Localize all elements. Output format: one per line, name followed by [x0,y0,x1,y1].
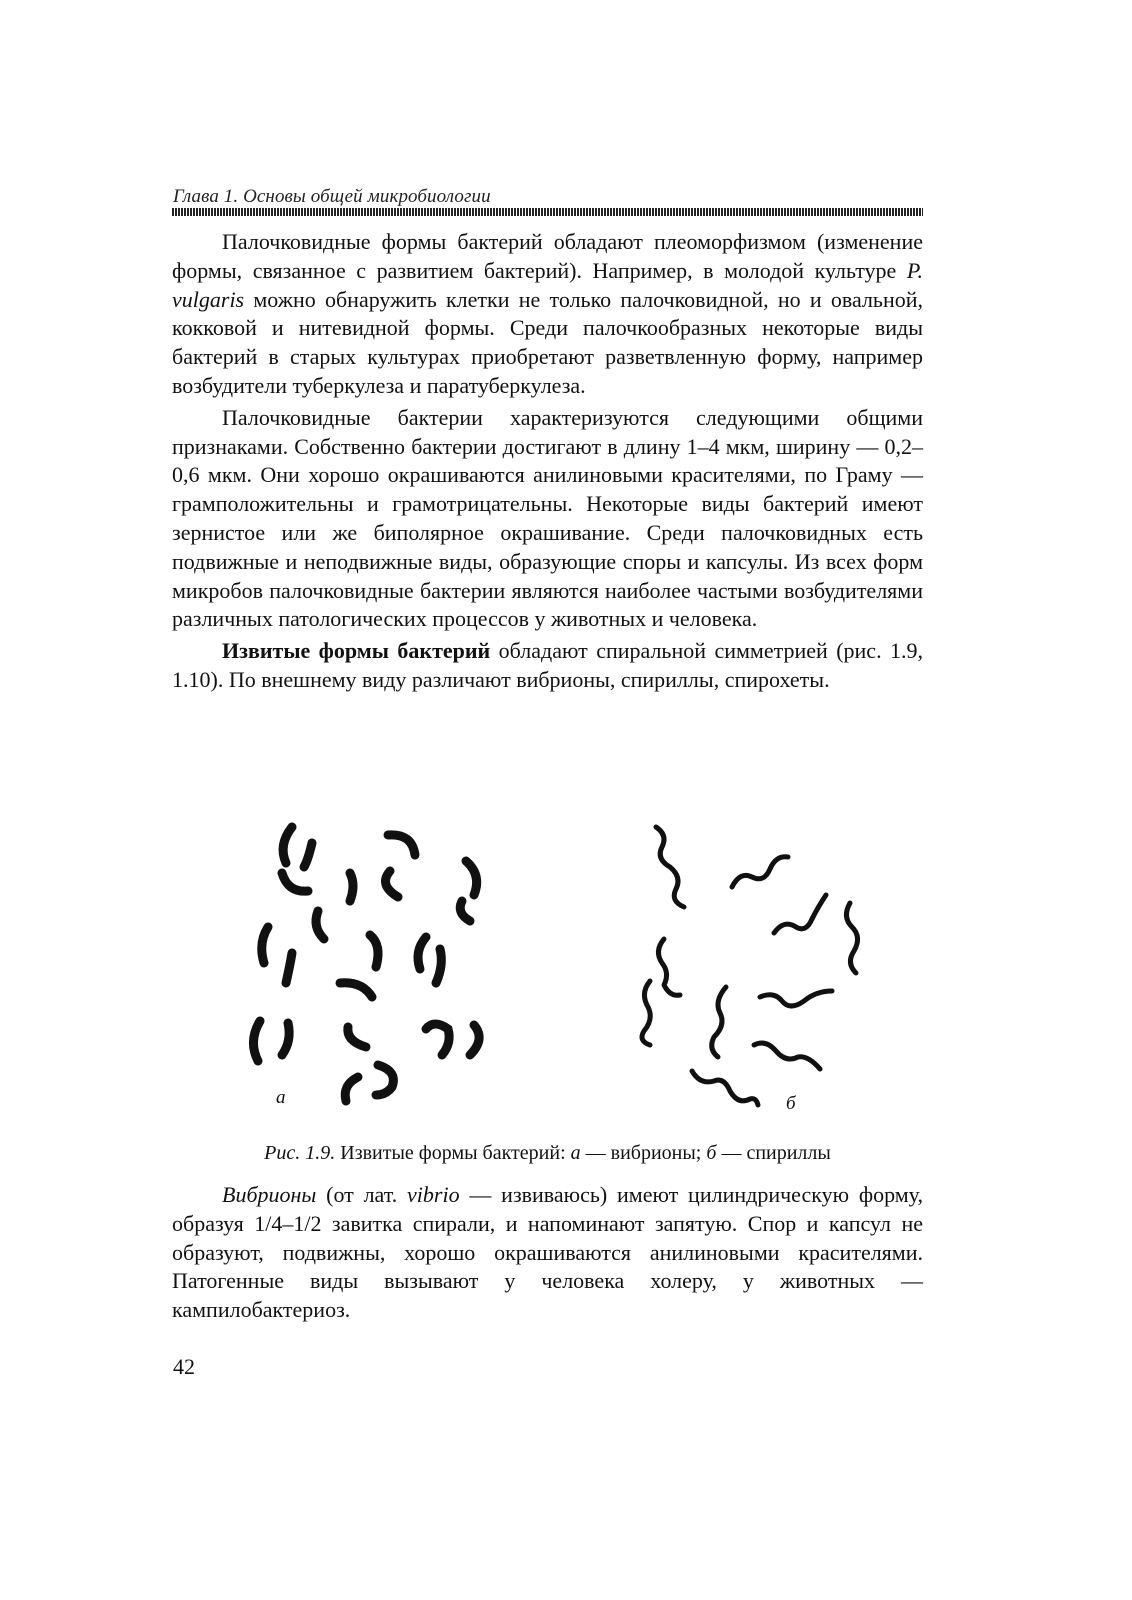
vibrio-cell [262,927,268,963]
caption-text: — вибрионы; [580,1142,707,1164]
vibrio-cell [370,935,378,967]
bold-term: Извитые формы бактерий [222,638,491,664]
body-text-continued [172,1181,923,1325]
caption-text: Извитые формы бактерий: [335,1142,571,1164]
vibrio-cell [350,873,353,901]
paragraph-text: можно обнаружить клетки не только палочковидной, но и овальной, кокковой и нитевидной формы. Среди палочкообразных некоторые виды бактерий в старых культурах приобретают разветвленную форму, например возбудители туберкулеза и паратуберкулеза. [172,286,923,398]
vibrio-cell [348,1027,366,1047]
vibrio-cell [282,1023,289,1055]
header-rule [172,208,923,216]
vibrio-cell [340,983,372,997]
vibrio-cell [253,1021,260,1061]
figure-caption [172,1142,923,1165]
vibrio-cell [388,835,415,855]
vibrio-cell [376,1065,393,1095]
paragraph-vibrios [172,1181,923,1325]
spirillum-cell [760,991,832,1006]
vibrio-cell [345,1077,358,1101]
latin-term: vibrio [407,1182,460,1207]
vibrio-cell [282,873,308,891]
paragraph-text: Палочковидные формы бактерий обладают плеоморфизмом (изменение формы, связанное с развитием бактерий). Например, в молодой культуре [172,229,923,283]
species-name: P. vulgaris [172,257,923,312]
panel-label-a: а [276,1087,286,1108]
vibrio-panel [253,827,479,1101]
vibrio-cell [436,949,441,983]
vibrio-cell [470,1025,479,1055]
panel-label-b: б [786,1093,796,1114]
spirillum-cell [774,895,826,933]
spirillum-cell [692,1071,758,1105]
vibrio-cell [418,937,426,969]
caption-letter-b: б [706,1142,717,1164]
spirillum-cell [732,857,788,887]
vibrio-cell [283,827,292,863]
term-vibrios: Вибрионы [222,1182,317,1207]
spirillum-cell [846,903,857,973]
figure-1-9 [230,815,890,1125]
vibrio-cell [460,901,470,921]
vibrio-cell [466,861,477,895]
paragraph-text: — извиваюсь) имеют цилиндрическую форму, образуя 1/4–1/2 завитка спирали, и напоминают запятую. Спор и капсул не образуют, подвижны, хорошо окрашиваются анилиновыми красителями. Патогенные виды вызывают у человека холеру, у животных — кампилобактериоз. [172,1182,923,1323]
spirillum-cell [658,939,680,995]
vibrio-cell [304,843,312,867]
vibrio-cell [426,1024,449,1055]
paragraph-text: обладают спиральной симметрией (рис. 1.9, 1.10). По внешнему виду различают вибрионы, спириллы, спирохеты. [172,638,923,692]
body-text [172,228,923,698]
caption-letter-a: а [570,1142,581,1164]
spirillum-cell [712,987,726,1057]
spirillum-cell [754,1043,820,1069]
spirillum-cell [656,827,684,907]
running-head: Глава 1. Основы общей микробиологии [173,186,491,207]
vibrio-cell [286,953,292,983]
paragraph-spiral-forms [172,637,923,695]
bacteria-illustration [230,815,890,1125]
caption-text: — спириллы [716,1142,831,1164]
spirillum-panel [642,827,858,1105]
caption-reference: Рис. 1.9. [264,1142,336,1164]
paragraph-rod-features: Палочковидные бактерии характеризуются следующими общими признаками. Собственно бактерии достигают в длину 1–4 мкм, ширину — 0,2–0,6 мкм. Они хорошо окрашиваются анилиновыми красителями, по Граму — грамположительны и грамотрицательны. Некоторые виды бактерий имеют зернистое или же биполярное окрашивание. Среди палочковидных есть подвижные и неподвижные виды, образующие споры и капсулы. Из всех форм микробов палочковидные бактерии являются наиболее частыми возбудителями различных патологических процессов у животных и человека. [172,404,923,632]
vibrio-cell [316,911,324,939]
vibrio-cell [386,871,399,897]
page-number: 42 [173,1354,195,1379]
paragraph-pleomorphism [172,228,923,401]
paragraph-text: (от лат. [316,1182,408,1207]
spirillum-cell [642,981,650,1045]
